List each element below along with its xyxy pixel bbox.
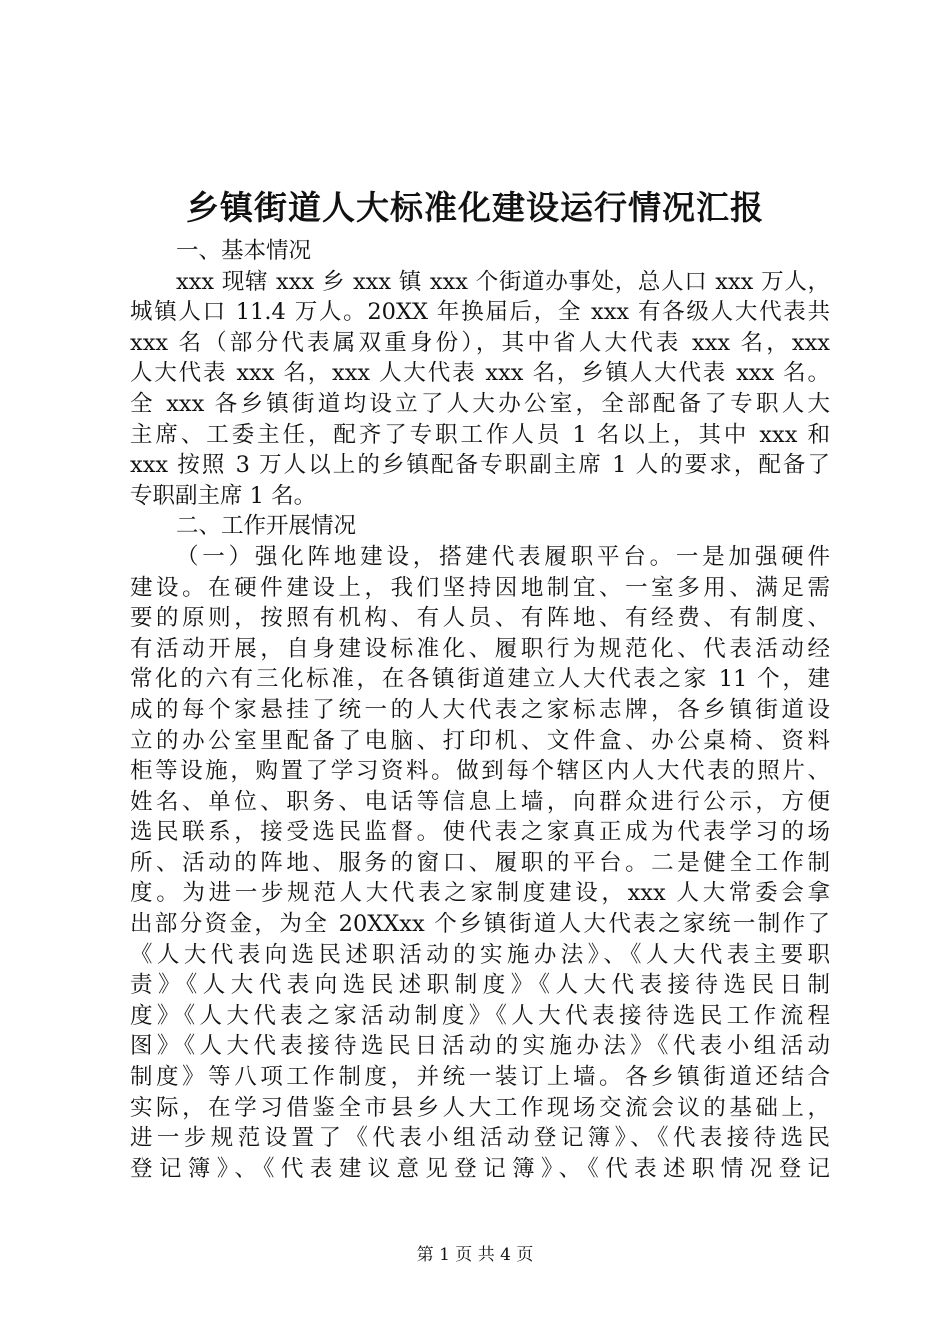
paragraph-line: 责》《人大代表向选民述职制度》《人大代表接待选民日制 [130,972,830,999]
section-heading: 二、工作开展情况 [176,513,357,540]
paragraph-line: 所、活动的阵地、服务的窗口、履职的平台。二是健全工作制 [130,849,830,876]
paragraph-line: 度》《人大代表之家活动制度》《人大代表接待选民工作流程 [130,1002,830,1029]
document-title: 乡镇街道人大标准化建设运行情况汇报 [186,188,764,227]
paragraph-line: 全 xxx 各乡镇街道均设立了人大办公室，全部配备了专职人大 [130,390,830,417]
paragraph-line: 专职副主席 1 名。 [130,482,317,509]
paragraph-line: 要的原则，按照有机构、有人员、有阵地、有经费、有制度、 [130,605,830,632]
paragraph-line: 实际，在学习借鉴全市县乡人大工作现场交流会议的基础上， [130,1094,830,1121]
paragraph-line: xxx 现辖 xxx 乡 xxx 镇 xxx 个街道办事处，总人口 xxx 万人， [176,268,830,295]
document-body [130,236,830,1184]
section-heading: 一、基本情况 [176,238,312,264]
paragraph-line: xxx 按照 3 万人以上的乡镇配备专职副主席 1 人的要求，配备了 [130,452,830,479]
paragraph-line: 制度》等八项工作制度，并统一装订上墙。各乡镇街道还结合 [130,1064,830,1091]
paragraph-line: 人大代表 xxx 名，xxx 人大代表 xxx 名，乡镇人大代表 xxx 名。 [130,360,830,387]
paragraph-line: 选民联系，接受选民监督。使代表之家真正成为代表学习的场 [130,819,830,846]
paragraph-line: xxx 名（部分代表属双重身份），其中省人大代表 xxx 名，xxx [130,329,830,356]
paragraph-line: 出部分资金，为全 20XXxx 个乡镇街道人大代表之家统一制作了 [130,911,830,938]
paragraph-line: 进一步规范设置了《代表小组活动登记簿》、《代表接待选民 [130,1125,830,1152]
paragraph-line: 主席、工委主任，配齐了专职工作人员 1 名以上，其中 xxx 和 [130,421,830,448]
paragraph-line: 成的每个家悬挂了统一的人大代表之家标志牌，各乡镇街道设 [130,696,830,723]
paragraph-line: 有活动开展，自身建设标准化、履职行为规范化、代表活动经 [130,635,830,662]
page-footer: 第 1 页 共 4 页 [416,1245,534,1265]
paragraph-line: （一）强化阵地建设，搭建代表履职平台。一是加强硬件 [176,543,830,570]
paragraph-line: 常化的六有三化标准，在各镇街道建立人大代表之家 11 个，建 [130,666,830,693]
paragraph-line: 姓名、单位、职务、电话等信息上墙，向群众进行公示，方便 [130,788,830,815]
paragraph-line: 《人大代表向选民述职活动的实施办法》、《人大代表主要职 [130,941,830,968]
paragraph-line: 立的办公室里配备了电脑、打印机、文件盒、办公桌椅、资料 [130,727,830,754]
paragraph-line: 登记簿》、《代表建议意见登记簿》、《代表述职情况登记 [130,1155,830,1182]
paragraph-line: 图》《人大代表接待选民日活动的实施办法》《代表小组活动 [130,1033,830,1060]
paragraph-line: 度。为进一步规范人大代表之家制度建设，xxx 人大常委会拿 [130,880,830,907]
paragraph-line: 建设。在硬件建设上，我们坚持因地制宜、一室多用、满足需 [130,574,830,601]
paragraph-line: 柜等设施，购置了学习资料。做到每个辖区内人大代表的照片、 [130,758,830,785]
paragraph-line: 城镇人口 11.4 万人。20XX 年换届后，全 xxx 有各级人大代表共 [130,299,830,326]
